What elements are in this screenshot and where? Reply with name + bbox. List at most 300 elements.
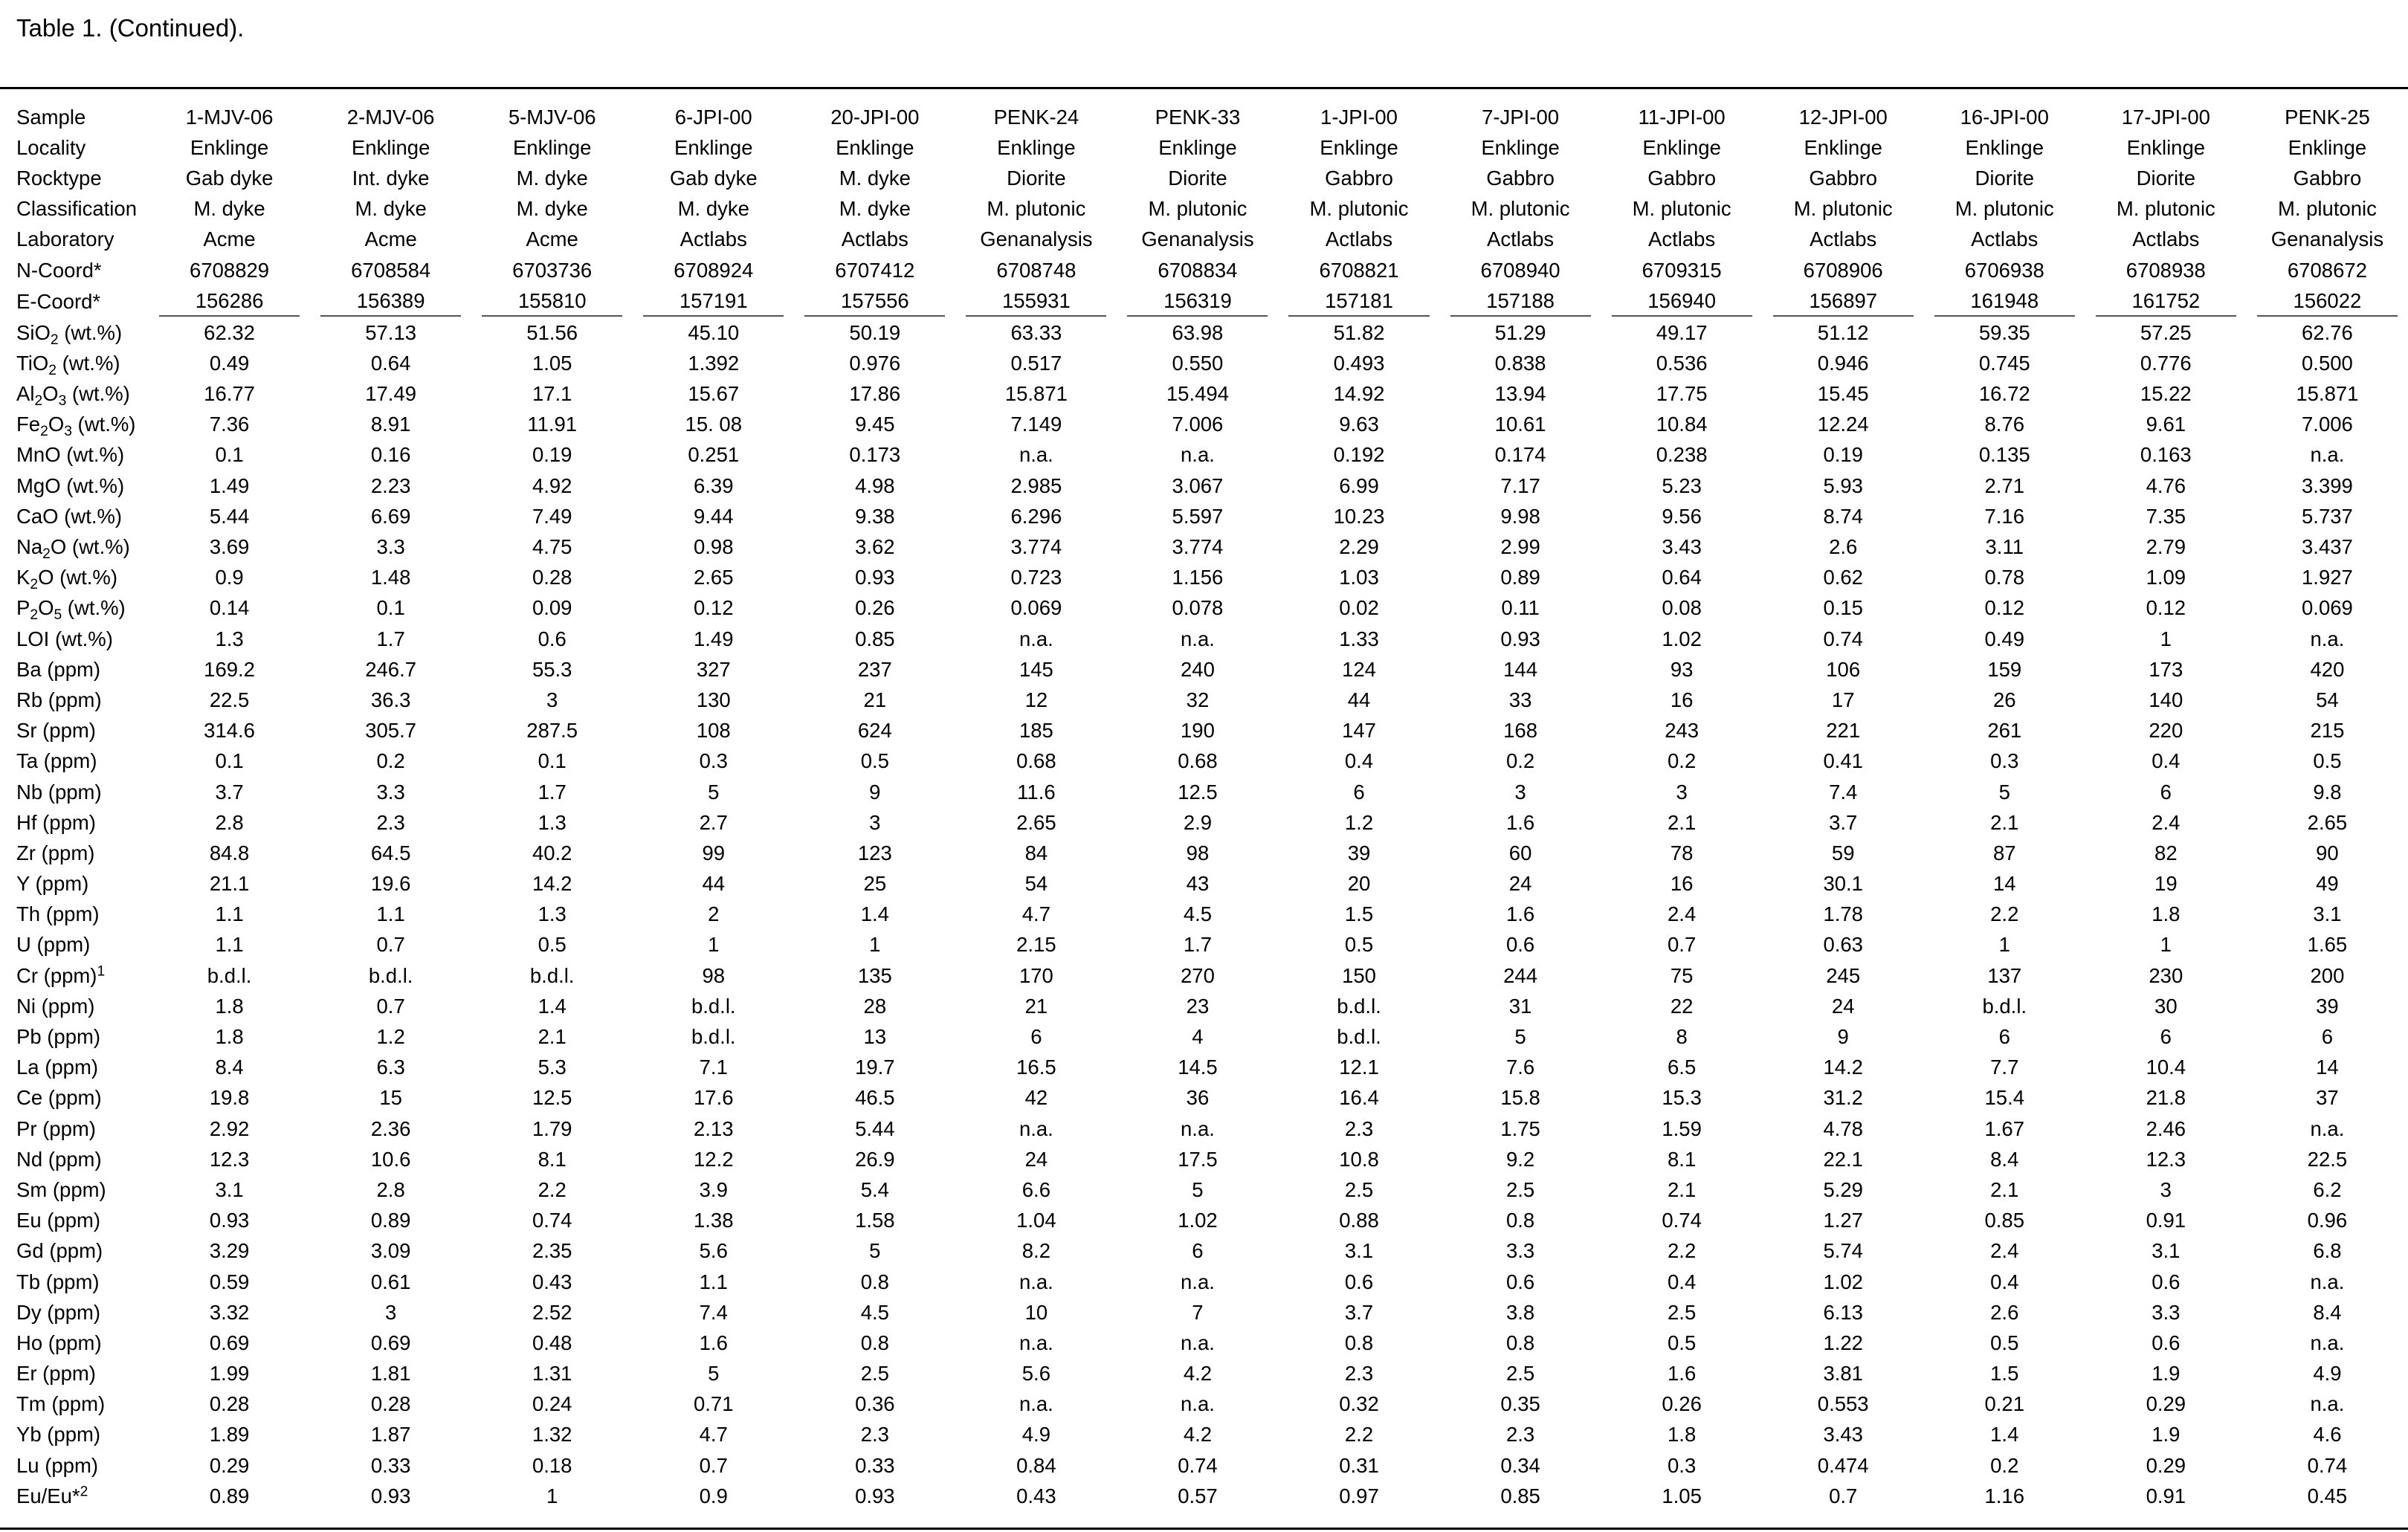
data-cell: 10.61 bbox=[1494, 413, 1546, 436]
header-cell bbox=[633, 194, 794, 224]
header-value: M. plutonic bbox=[1632, 197, 1731, 221]
header-value: Enklinge bbox=[512, 135, 592, 159]
row-label bbox=[0, 624, 149, 654]
data-cell: 1.4 bbox=[860, 902, 889, 926]
data-cell: b.d.l. bbox=[368, 963, 413, 987]
data-cell: 3.774 bbox=[1010, 535, 1062, 559]
table-row bbox=[0, 1174, 2408, 1205]
data-cell: 170 bbox=[1019, 963, 1053, 987]
data-cell: 2.2 bbox=[1668, 1239, 1697, 1263]
row-label bbox=[0, 317, 149, 348]
data-cell: 1.33 bbox=[1339, 627, 1379, 650]
data-cell: b.d.l. bbox=[691, 994, 736, 1018]
data-cell: 1.27 bbox=[1823, 1209, 1863, 1232]
header-row bbox=[0, 163, 2408, 193]
header-value: Enklinge bbox=[2126, 135, 2206, 159]
data-cell: 8.76 bbox=[1984, 413, 2025, 436]
data-cell: 22.5 bbox=[209, 688, 250, 711]
data-cell: 1.6 bbox=[1505, 810, 1535, 834]
data-cell: 3.1 bbox=[1344, 1239, 1374, 1263]
header-value: 6708940 bbox=[1480, 258, 1560, 282]
data-cell: 25 bbox=[863, 872, 887, 896]
data-cell: 82 bbox=[2154, 841, 2178, 864]
data-cell: 1.4 bbox=[538, 994, 567, 1018]
data-cell: 24 bbox=[1024, 1147, 1048, 1171]
header-value: Actlabs bbox=[680, 227, 747, 251]
data-cell: 6.8 bbox=[2313, 1239, 2342, 1263]
data-cell: 1.04 bbox=[1016, 1209, 1056, 1232]
data-cell: 2.23 bbox=[370, 474, 411, 497]
row-label bbox=[0, 1236, 149, 1267]
data-cell: 19.7 bbox=[855, 1056, 895, 1079]
data-cell: 6.13 bbox=[1823, 1300, 1863, 1324]
data-cell: 1.1 bbox=[376, 902, 405, 926]
label-text: Dy (ppm) bbox=[16, 1300, 101, 1324]
data-cell: 9.63 bbox=[1339, 413, 1379, 436]
header-cell bbox=[2247, 102, 2408, 132]
header-cell bbox=[1278, 255, 1439, 285]
data-cell: 1.927 bbox=[2302, 566, 2353, 589]
data-cell: 3.1 bbox=[2313, 902, 2342, 926]
label-text: Ce (ppm) bbox=[16, 1086, 102, 1110]
data-cell: 5.4 bbox=[860, 1177, 889, 1201]
data-cell: 84 bbox=[1024, 841, 1048, 864]
data-cell: 3.8 bbox=[1505, 1300, 1535, 1324]
data-cell: 15.871 bbox=[2296, 382, 2359, 406]
header-value: 155810 bbox=[482, 286, 622, 317]
data-cell: 19.8 bbox=[209, 1086, 250, 1110]
header-cell bbox=[1763, 224, 1924, 255]
header-cell bbox=[1763, 285, 1924, 317]
header-value: Gab dyke bbox=[185, 166, 274, 190]
data-cell: 0.91 bbox=[2146, 1209, 2186, 1232]
data-cell: 0.5 bbox=[538, 933, 567, 957]
row-label bbox=[0, 654, 149, 685]
data-cell: 11.6 bbox=[1017, 780, 1056, 804]
data-cell: 3.3 bbox=[376, 535, 405, 559]
data-cell: 0.34 bbox=[1500, 1453, 1540, 1477]
header-cell bbox=[1924, 285, 2085, 317]
data-cell: 4.2 bbox=[1183, 1362, 1213, 1386]
data-cell: 0.78 bbox=[1984, 566, 2025, 589]
header-value: M. dyke bbox=[839, 166, 911, 190]
header-cell bbox=[310, 194, 471, 224]
data-cell: 0.74 bbox=[1823, 627, 1863, 650]
label-text: (wt.%) bbox=[66, 382, 130, 406]
data-cell: 8.1 bbox=[1668, 1147, 1697, 1171]
data-cell: 4.5 bbox=[1183, 902, 1213, 926]
data-cell: 5 bbox=[708, 1362, 720, 1386]
data-cell: 0.163 bbox=[2140, 443, 2192, 467]
data-cell: 0.8 bbox=[860, 1270, 889, 1293]
data-cell: 6 bbox=[1998, 1025, 2010, 1049]
data-cell: 37 bbox=[2316, 1086, 2339, 1110]
data-cell: 10 bbox=[1024, 1300, 1048, 1324]
data-cell: 98 bbox=[702, 963, 726, 987]
header-cell bbox=[1117, 102, 1278, 132]
data-cell: 15.22 bbox=[2140, 382, 2192, 406]
header-cell bbox=[149, 102, 310, 132]
data-cell: 14.2 bbox=[532, 872, 572, 896]
header-value: M. dyke bbox=[677, 197, 749, 221]
header-value: 16-JPI-00 bbox=[1960, 105, 2049, 129]
data-cell: 220 bbox=[2149, 719, 2183, 743]
data-cell: 3.7 bbox=[215, 780, 244, 804]
data-cell: 2.2 bbox=[1344, 1423, 1374, 1447]
table-row bbox=[0, 1389, 2408, 1420]
data-cell: 5.737 bbox=[2302, 504, 2353, 528]
data-cell: 32 bbox=[1186, 688, 1210, 711]
data-cell: 0.6 bbox=[1505, 933, 1535, 957]
header-value: 6708748 bbox=[996, 258, 1077, 282]
label-text: Lu (ppm) bbox=[16, 1453, 99, 1477]
data-cell: 2.2 bbox=[538, 1177, 567, 1201]
data-cell: 2.3 bbox=[376, 810, 405, 834]
table-row bbox=[0, 1297, 2408, 1328]
header-cell bbox=[1601, 132, 1763, 163]
data-cell: 246.7 bbox=[365, 657, 417, 681]
data-cell: 22 bbox=[1670, 994, 1694, 1018]
row-label bbox=[0, 1083, 149, 1114]
data-cell: 2.5 bbox=[1344, 1177, 1374, 1201]
header-cell bbox=[1601, 224, 1763, 255]
data-cell: 5.74 bbox=[1823, 1239, 1863, 1263]
header-cell bbox=[2247, 285, 2408, 317]
data-cell: 0.33 bbox=[370, 1453, 411, 1477]
data-cell: 0.84 bbox=[1016, 1453, 1056, 1477]
data-cell: 0.96 bbox=[2307, 1209, 2348, 1232]
header-cell bbox=[955, 102, 1117, 132]
data-cell: 5.3 bbox=[538, 1056, 567, 1079]
header-row bbox=[0, 194, 2408, 224]
data-cell: 0.8 bbox=[1505, 1331, 1535, 1354]
data-cell: 46.5 bbox=[855, 1086, 895, 1110]
data-cell: 51.29 bbox=[1494, 320, 1546, 344]
data-cell: 0.553 bbox=[1817, 1392, 1869, 1416]
data-cell: n.a. bbox=[2310, 627, 2345, 650]
data-cell: 0.93 bbox=[855, 566, 895, 589]
data-cell: 2.99 bbox=[1500, 535, 1540, 559]
header-cell bbox=[1440, 224, 1601, 255]
header-value: Actlabs bbox=[1486, 227, 1555, 251]
data-cell: 2.8 bbox=[215, 810, 244, 834]
data-cell: 7.4 bbox=[699, 1300, 728, 1324]
data-cell: 0.838 bbox=[1494, 351, 1546, 375]
data-cell: 57.13 bbox=[365, 320, 417, 344]
header-value: 157556 bbox=[804, 286, 945, 317]
data-cell: 0.7 bbox=[699, 1453, 728, 1477]
data-cell: 28 bbox=[863, 994, 887, 1018]
data-cell: 3.774 bbox=[1172, 535, 1224, 559]
data-cell: 0.6 bbox=[2152, 1331, 2181, 1354]
data-cell: 17.1 bbox=[532, 382, 572, 406]
data-cell: 2.65 bbox=[694, 566, 734, 589]
data-cell: 17.5 bbox=[1178, 1147, 1218, 1171]
header-value: 156940 bbox=[1612, 286, 1752, 317]
header-cell bbox=[1117, 255, 1278, 285]
geochemistry-table bbox=[0, 102, 2408, 1511]
label-text: Eu/Eu* bbox=[16, 1484, 80, 1507]
header-cell bbox=[1924, 224, 2085, 255]
data-cell: 6.99 bbox=[1339, 474, 1379, 497]
data-cell: 0.74 bbox=[1662, 1209, 1702, 1232]
data-cell: 84.8 bbox=[209, 841, 250, 864]
data-cell: 0.89 bbox=[370, 1209, 411, 1232]
label-subscript: 3 bbox=[58, 392, 67, 409]
header-row bbox=[0, 132, 2408, 163]
data-cell: 305.7 bbox=[365, 719, 417, 743]
data-cell: 15.494 bbox=[1166, 382, 1230, 406]
data-cell: n.a. bbox=[1019, 443, 1053, 467]
data-cell: 17.86 bbox=[849, 382, 901, 406]
header-value: Genanalysis bbox=[2270, 227, 2384, 251]
table-row bbox=[0, 1021, 2408, 1052]
header-value: PENK-33 bbox=[1155, 105, 1241, 129]
data-cell: 9.44 bbox=[694, 504, 734, 528]
data-cell: 7.35 bbox=[2146, 504, 2186, 528]
data-cell: 0.64 bbox=[1662, 566, 1702, 589]
data-cell: 1 bbox=[2160, 627, 2172, 650]
data-cell: 0.14 bbox=[209, 596, 250, 620]
data-cell: 10.6 bbox=[370, 1147, 411, 1171]
label-text: Fe bbox=[16, 413, 41, 436]
header-value: 6708924 bbox=[674, 258, 754, 282]
data-cell: 135 bbox=[857, 963, 892, 987]
label-superscript: 1 bbox=[97, 963, 106, 980]
row-label bbox=[0, 1389, 149, 1420]
table-row bbox=[0, 531, 2408, 562]
table-row bbox=[0, 807, 2408, 838]
header-cell bbox=[2247, 194, 2408, 224]
data-cell: 0.5 bbox=[1344, 933, 1374, 957]
header-value: 1-JPI-00 bbox=[1320, 105, 1398, 129]
data-cell: 624 bbox=[857, 719, 892, 743]
data-cell: 12.5 bbox=[1178, 780, 1218, 804]
data-cell: 185 bbox=[1019, 719, 1053, 743]
data-cell: b.d.l. bbox=[207, 963, 252, 987]
row-label bbox=[0, 716, 149, 746]
header-value: 6708584 bbox=[351, 258, 431, 282]
data-cell: 15.8 bbox=[1500, 1086, 1540, 1110]
header-cell bbox=[1278, 132, 1439, 163]
data-cell: 7 bbox=[1192, 1300, 1204, 1324]
row-label: N-Coord* bbox=[16, 258, 102, 282]
header-cell bbox=[1924, 255, 2085, 285]
data-cell: 168 bbox=[1503, 719, 1538, 743]
data-cell: 7.16 bbox=[1984, 504, 2025, 528]
data-cell: 1.31 bbox=[532, 1362, 572, 1386]
table-row bbox=[0, 930, 2408, 960]
label-text: (wt.%) bbox=[57, 351, 120, 375]
data-cell: 0.57 bbox=[1178, 1484, 1218, 1507]
data-cell: 54 bbox=[1024, 872, 1048, 896]
row-label bbox=[0, 1053, 149, 1083]
header-value: 157191 bbox=[643, 286, 784, 317]
data-cell: 49.17 bbox=[1656, 320, 1708, 344]
label-text: O bbox=[48, 413, 65, 436]
data-cell: 9.61 bbox=[2146, 413, 2186, 436]
data-cell: 21 bbox=[863, 688, 887, 711]
row-label: Laboratory bbox=[16, 227, 114, 251]
data-cell: 3.3 bbox=[2152, 1300, 2181, 1324]
data-cell: 245 bbox=[1826, 963, 1861, 987]
data-cell: 10.23 bbox=[1333, 504, 1385, 528]
data-cell: n.a. bbox=[2310, 1116, 2345, 1140]
data-cell: 2.2 bbox=[1990, 902, 2019, 926]
header-value: M. dyke bbox=[516, 166, 588, 190]
header-cell bbox=[149, 255, 310, 285]
data-cell: 20 bbox=[1347, 872, 1371, 896]
label-text: Rb (ppm) bbox=[16, 688, 102, 711]
data-cell: 0.12 bbox=[2146, 596, 2186, 620]
data-cell: 17 bbox=[1831, 688, 1855, 711]
data-cell: 2.6 bbox=[1990, 1300, 2019, 1324]
label-text: Pb (ppm) bbox=[16, 1025, 101, 1049]
header-cell bbox=[1440, 132, 1601, 163]
label-text: Tm (ppm) bbox=[16, 1392, 106, 1416]
data-cell: 0.36 bbox=[855, 1392, 895, 1416]
data-cell: 0.7 bbox=[1829, 1484, 1858, 1507]
table-row bbox=[0, 348, 2408, 378]
label-text: Eu (ppm) bbox=[16, 1209, 101, 1232]
data-cell: 2.1 bbox=[538, 1025, 567, 1049]
header-cell bbox=[1117, 132, 1278, 163]
header-value: Acme bbox=[364, 227, 417, 251]
label-text: U (ppm) bbox=[16, 933, 91, 957]
header-cell bbox=[1601, 285, 1763, 317]
data-cell: 6 bbox=[2160, 1025, 2172, 1049]
data-cell: 0.12 bbox=[694, 596, 734, 620]
data-cell: 2.1 bbox=[1990, 810, 2019, 834]
header-cell bbox=[149, 194, 310, 224]
data-cell: 1.05 bbox=[532, 351, 572, 375]
data-cell: 0.24 bbox=[532, 1392, 572, 1416]
data-cell: 14 bbox=[1992, 872, 2016, 896]
header-cell bbox=[1440, 194, 1601, 224]
data-cell: 1.2 bbox=[1344, 810, 1374, 834]
data-cell: 0.98 bbox=[694, 535, 734, 559]
data-cell: 3 bbox=[1676, 780, 1688, 804]
header-value: Enklinge bbox=[1481, 135, 1560, 159]
data-cell: 3.067 bbox=[1172, 474, 1224, 497]
data-cell: 5 bbox=[708, 780, 720, 804]
data-cell: 1.8 bbox=[2152, 902, 2181, 926]
data-cell: n.a. bbox=[2310, 1331, 2345, 1354]
data-cell: 0.91 bbox=[2146, 1484, 2186, 1507]
data-cell: 7.006 bbox=[1172, 413, 1224, 436]
header-value: M. plutonic bbox=[1793, 197, 1893, 221]
label-subscript: 2 bbox=[30, 607, 39, 624]
label-text: Th (ppm) bbox=[16, 902, 100, 926]
header-cell bbox=[2085, 194, 2247, 224]
data-cell: 44 bbox=[702, 872, 726, 896]
data-cell: 12.3 bbox=[2146, 1147, 2186, 1171]
data-cell: 62.76 bbox=[2302, 320, 2353, 344]
data-cell: 75 bbox=[1670, 963, 1694, 987]
data-cell: 2.92 bbox=[209, 1116, 250, 1140]
table-row bbox=[0, 471, 2408, 501]
data-cell: 3.437 bbox=[2302, 535, 2353, 559]
data-cell: 0.33 bbox=[855, 1453, 895, 1477]
header-cell bbox=[633, 285, 794, 317]
data-cell: 190 bbox=[1181, 719, 1215, 743]
data-cell: 3.7 bbox=[1829, 810, 1858, 834]
data-cell: 0.28 bbox=[370, 1392, 411, 1416]
data-cell: 0.1 bbox=[215, 749, 244, 773]
header-value: 161752 bbox=[2096, 286, 2236, 317]
data-cell: 50.19 bbox=[849, 320, 901, 344]
data-cell: 19 bbox=[2154, 872, 2178, 896]
data-cell: 124 bbox=[1342, 657, 1376, 681]
header-cell bbox=[149, 163, 310, 193]
data-cell: 0.74 bbox=[2307, 1453, 2348, 1477]
header-cell bbox=[794, 285, 955, 317]
header-value: PENK-25 bbox=[2285, 105, 2370, 129]
header-cell bbox=[310, 224, 471, 255]
header-value: 1-MJV-06 bbox=[185, 105, 274, 129]
data-cell: 240 bbox=[1181, 657, 1215, 681]
data-cell: 140 bbox=[2149, 688, 2183, 711]
data-cell: 5 bbox=[1514, 1025, 1526, 1049]
data-cell: 0.536 bbox=[1656, 351, 1708, 375]
data-cell: 287.5 bbox=[526, 719, 578, 743]
data-cell: 0.5 bbox=[2313, 749, 2342, 773]
data-cell: 0.6 bbox=[1505, 1270, 1535, 1293]
header-cell bbox=[2085, 163, 2247, 193]
header-cell bbox=[149, 224, 310, 255]
row-label bbox=[0, 838, 149, 868]
header-value: Actlabs bbox=[841, 227, 908, 251]
data-cell: 78 bbox=[1670, 841, 1694, 864]
data-cell: b.d.l. bbox=[1337, 994, 1381, 1018]
label-text: O bbox=[38, 596, 54, 620]
data-cell: 2.65 bbox=[2307, 810, 2348, 834]
data-cell: 2.5 bbox=[860, 1362, 889, 1386]
row-label bbox=[0, 899, 149, 930]
data-cell: 21.8 bbox=[2146, 1086, 2186, 1110]
header-cell bbox=[1601, 255, 1763, 285]
data-cell: 1.16 bbox=[1984, 1484, 2025, 1507]
data-cell: 1.87 bbox=[370, 1423, 411, 1447]
row-label bbox=[0, 1206, 149, 1236]
label-text: TiO bbox=[16, 351, 49, 375]
data-cell: 4.9 bbox=[1021, 1423, 1050, 1447]
data-cell: 1.49 bbox=[694, 627, 734, 650]
header-cell bbox=[1924, 102, 2085, 132]
data-cell: 1.02 bbox=[1178, 1209, 1218, 1232]
table-row bbox=[0, 1481, 2408, 1511]
label-text: Zr (ppm) bbox=[16, 841, 95, 864]
data-cell: 4.6 bbox=[2313, 1423, 2342, 1447]
data-cell: 0.1 bbox=[215, 443, 244, 467]
label-text: LOI (wt.%) bbox=[16, 627, 113, 650]
data-cell: 6 bbox=[1030, 1025, 1042, 1049]
data-cell: 8.4 bbox=[1990, 1147, 2019, 1171]
data-cell: 1.22 bbox=[1823, 1331, 1863, 1354]
header-value: Diorite bbox=[2136, 166, 2196, 190]
table-row bbox=[0, 1420, 2408, 1450]
table-row bbox=[0, 317, 2408, 348]
data-cell: 90 bbox=[2316, 841, 2339, 864]
header-cell bbox=[794, 163, 955, 193]
data-cell: 21 bbox=[1024, 994, 1048, 1018]
data-cell: 2.13 bbox=[694, 1116, 734, 1140]
label-text: Sm (ppm) bbox=[16, 1177, 106, 1201]
data-cell: 0.93 bbox=[1500, 627, 1540, 650]
label-text: Pr (ppm) bbox=[16, 1116, 96, 1140]
header-value: 157181 bbox=[1288, 286, 1429, 317]
data-cell: 137 bbox=[1987, 963, 2022, 987]
